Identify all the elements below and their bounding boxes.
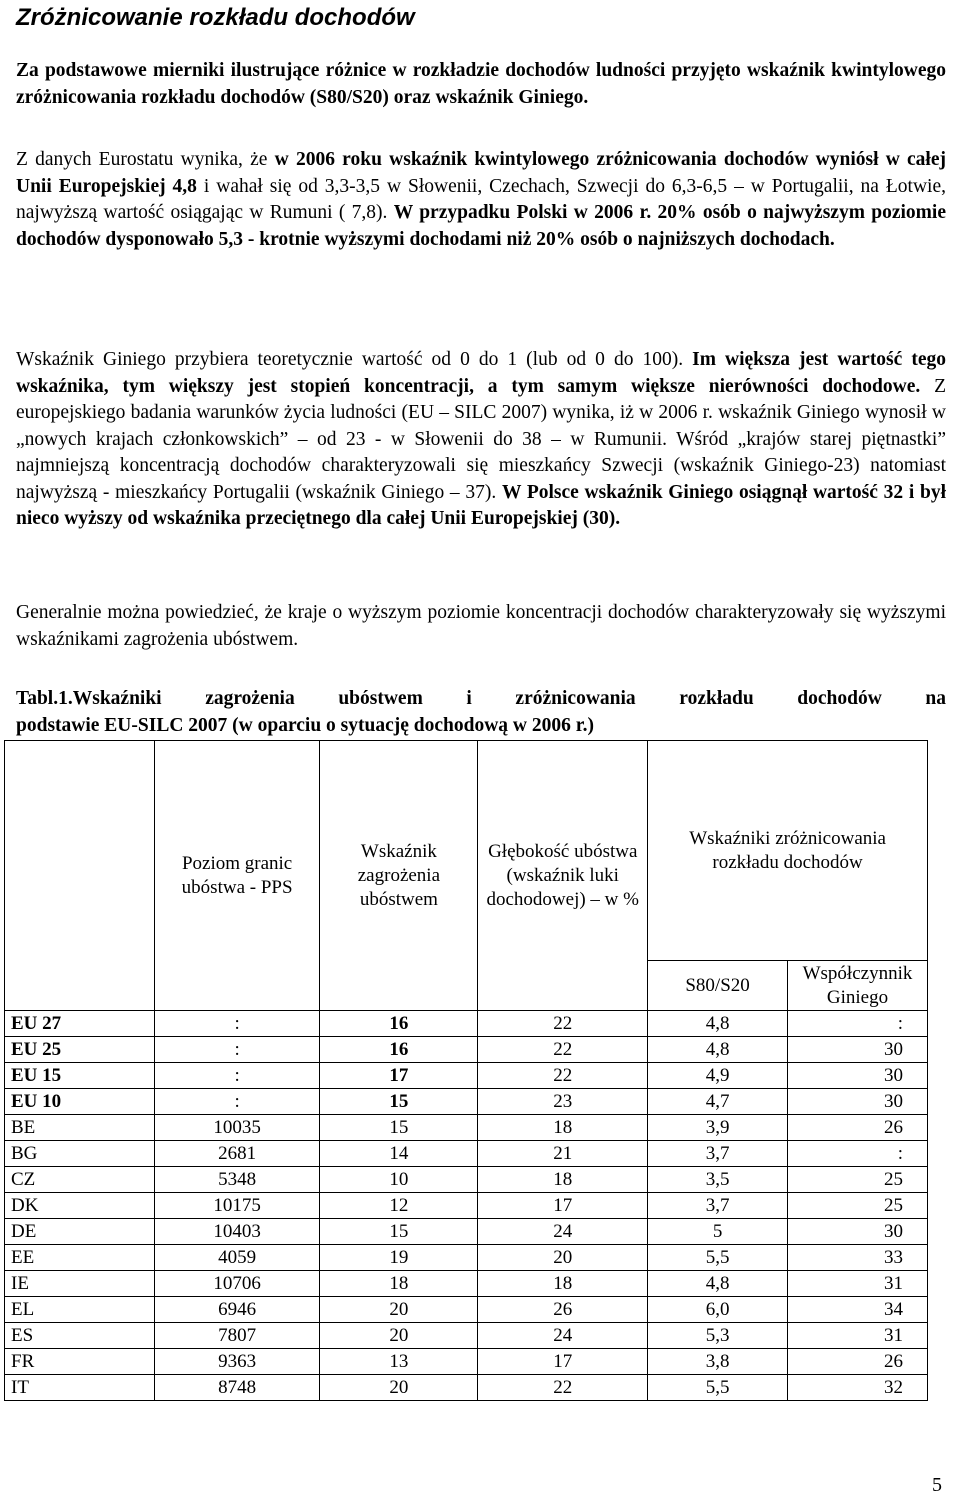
cell-country: EU 15 <box>5 1063 155 1089</box>
table-row <box>5 1011 928 1037</box>
header-gini: Współczynnik Giniego <box>787 961 927 1011</box>
header-pps: Poziom granic ubóstwa - PPS <box>154 741 320 1011</box>
header-risk: Wskaźnik zagrożenia ubóstwem <box>320 741 478 1011</box>
cell-country: ES <box>5 1323 155 1349</box>
cell-risk: 14 <box>320 1141 478 1167</box>
cell-depth: 24 <box>478 1219 648 1245</box>
cell-depth: 22 <box>478 1375 648 1401</box>
cell-gini: 30 <box>787 1219 927 1245</box>
cell-gini: 30 <box>787 1063 927 1089</box>
table-row <box>5 1271 928 1297</box>
table-row <box>5 1089 928 1115</box>
cell-gini: 31 <box>787 1271 927 1297</box>
cell-s80: 3,9 <box>648 1115 788 1141</box>
cell-pps: : <box>154 1063 320 1089</box>
table-row <box>5 1245 928 1271</box>
table-caption-line-2: podstawie EU-SILC 2007 (w oparciu o sytuację dochodową w 2006 r.) <box>16 714 594 736</box>
table-row <box>5 1193 928 1219</box>
table-row <box>5 1115 928 1141</box>
cell-depth: 18 <box>478 1167 648 1193</box>
conclusion-paragraph: Generalnie można powiedzieć, że kraje o wyższym poziomie koncentracji dochodów charakteryzowały się wyższymi wskaźnikami zagrożenia ubóstwem. <box>16 602 946 650</box>
cell-gini: 30 <box>787 1037 927 1063</box>
cell-depth: 18 <box>478 1115 648 1141</box>
cell-s80: 4,8 <box>648 1037 788 1063</box>
header-depth: Głębokość ubóstwa (wskaźnik luki dochodowej) – w % <box>478 741 648 1011</box>
page-title: Zróżnicowanie rozkładu dochodów <box>16 4 415 31</box>
table-row <box>5 1349 928 1375</box>
cell-s80: 5 <box>648 1219 788 1245</box>
cell-depth: 23 <box>478 1089 648 1115</box>
cell-gini: 30 <box>787 1089 927 1115</box>
cell-pps: 10175 <box>154 1193 320 1219</box>
cell-s80: 4,8 <box>648 1271 788 1297</box>
eurostat-text-1: Z danych Eurostatu wynika, że <box>16 149 275 170</box>
table-row <box>5 1037 928 1063</box>
cell-depth: 17 <box>478 1349 648 1375</box>
cell-country: IT <box>5 1375 155 1401</box>
cell-risk: 15 <box>320 1115 478 1141</box>
table-row <box>5 1297 928 1323</box>
cell-risk: 10 <box>320 1167 478 1193</box>
intro-paragraph: Za podstawowe mierniki ilustrujące różnice w rozkładzie dochodów ludności przyjęto wskaźnik kwintylowego zróżnicowania rozkładu dochodów (S80/S20) oraz wskaźnik Giniego. <box>16 60 946 108</box>
cell-gini: : <box>787 1141 927 1167</box>
cell-country: EL <box>5 1297 155 1323</box>
cell-s80: 3,5 <box>648 1167 788 1193</box>
cell-risk: 20 <box>320 1297 478 1323</box>
table-row <box>5 1219 928 1245</box>
cell-risk: 13 <box>320 1349 478 1375</box>
cell-country: EU 10 <box>5 1089 155 1115</box>
cell-s80: 4,8 <box>648 1011 788 1037</box>
cell-risk: 16 <box>320 1011 478 1037</box>
cell-country: BE <box>5 1115 155 1141</box>
cell-pps: 10035 <box>154 1115 320 1141</box>
cell-risk: 15 <box>320 1089 478 1115</box>
gini-text-3: Z europejskiego badania warunków życia ludności (EU – SILC 2007) wynika, iż w 2006 r. wskaźnik Giniego wynosił w „nowych krajach członkowskich” – od 23 - w Słowenii do 38 – w Rumunii. Wśród „krajów starej piętnastki” najmniejszą koncentracją dochodów charakteryzowali się mieszkańcy Szwecji (wskaźnik Giniego-23) natomiast najwyższą - mieszkańcy Portugalii (wskaźnik Giniego – 37). <box>16 375 946 503</box>
cell-risk: 20 <box>320 1323 478 1349</box>
cell-country: EU 27 <box>5 1011 155 1037</box>
eurostat-text-4: W przypadku Polski w 2006 r. 20% osób o najwyższym poziomie dochodów dysponowało 5,3 - krotnie wyższymi dochodami niż 20% osób o najniższych dochodach. <box>16 202 946 250</box>
cell-depth: 18 <box>478 1271 648 1297</box>
cell-depth: 20 <box>478 1245 648 1271</box>
cell-depth: 24 <box>478 1323 648 1349</box>
cell-risk: 20 <box>320 1375 478 1401</box>
eurostat-text-3: i wahał się od 3,3-3,5 w Słowenii, Czechach, Szwecji do 6,3-6,5 – w Portugalii, na Łotwie, najwyższą wartość osiągając w Rumuni ( 7,8). <box>16 175 946 223</box>
cell-gini: 26 <box>787 1115 927 1141</box>
cell-country: EU 25 <box>5 1037 155 1063</box>
cell-country: FR <box>5 1349 155 1375</box>
cell-pps: : <box>154 1011 320 1037</box>
cell-s80: 5,3 <box>648 1323 788 1349</box>
cell-gini: 25 <box>787 1193 927 1219</box>
cell-risk: 16 <box>320 1037 478 1063</box>
cell-country: DE <box>5 1219 155 1245</box>
poverty-table <box>4 740 928 1401</box>
cell-risk: 18 <box>320 1271 478 1297</box>
cell-pps: : <box>154 1089 320 1115</box>
cell-depth: 22 <box>478 1037 648 1063</box>
table-row <box>5 1141 928 1167</box>
table-row <box>5 1167 928 1193</box>
header-country <box>5 741 155 1011</box>
cell-country: DK <box>5 1193 155 1219</box>
cell-country: IE <box>5 1271 155 1297</box>
cell-gini: 33 <box>787 1245 927 1271</box>
cell-depth: 22 <box>478 1011 648 1037</box>
table-caption-line-1: Tabl.1.Wskaźniki zagrożenia ubóstwem i zróżnicowania rozkładu dochodów na <box>16 688 946 709</box>
cell-pps: 4059 <box>154 1245 320 1271</box>
cell-pps: 10403 <box>154 1219 320 1245</box>
cell-gini: 34 <box>787 1297 927 1323</box>
cell-gini: 31 <box>787 1323 927 1349</box>
table-row <box>5 1375 928 1401</box>
cell-s80: 5,5 <box>648 1375 788 1401</box>
cell-s80: 4,9 <box>648 1063 788 1089</box>
cell-country: BG <box>5 1141 155 1167</box>
cell-country: CZ <box>5 1167 155 1193</box>
cell-pps: 8748 <box>154 1375 320 1401</box>
cell-pps: 10706 <box>154 1271 320 1297</box>
table-row <box>5 1323 928 1349</box>
cell-risk: 17 <box>320 1063 478 1089</box>
cell-pps: 5348 <box>154 1167 320 1193</box>
gini-text-4: W Polsce wskaźnik Giniego osiągnął wartość 32 i był nieco wyższy od wskaźnika przeciętnego dla całej Unii Europejskiej (30). <box>16 481 946 529</box>
gini-paragraph <box>16 347 946 533</box>
cell-country: EE <box>5 1245 155 1271</box>
cell-pps: 6946 <box>154 1297 320 1323</box>
cell-pps: 9363 <box>154 1349 320 1375</box>
cell-s80: 5,5 <box>648 1245 788 1271</box>
cell-pps: 7807 <box>154 1323 320 1349</box>
cell-s80: 3,7 <box>648 1141 788 1167</box>
eurostat-paragraph <box>16 147 946 253</box>
cell-pps: 2681 <box>154 1141 320 1167</box>
cell-risk: 12 <box>320 1193 478 1219</box>
gini-text-2: Im większa jest wartość tego wskaźnika, tym większy jest stopień koncentracji, a tym samym większe nierówności dochodowe. <box>16 349 946 397</box>
cell-depth: 17 <box>478 1193 648 1219</box>
cell-pps: : <box>154 1037 320 1063</box>
cell-s80: 3,8 <box>648 1349 788 1375</box>
cell-depth: 26 <box>478 1297 648 1323</box>
eurostat-text-2: w 2006 roku wskaźnik kwintylowego zróżnicowania dochodów wyniósł w całej Unii Europejskiej 4,8 <box>16 149 946 197</box>
table-body <box>5 1011 928 1401</box>
cell-depth: 22 <box>478 1063 648 1089</box>
gini-text-1: Wskaźnik Giniego przybiera teoretycznie wartość od 0 do 1 (lub od 0 do 100). <box>16 349 693 370</box>
header-s80: S80/S20 <box>648 961 788 1011</box>
cell-depth: 21 <box>478 1141 648 1167</box>
cell-risk: 15 <box>320 1219 478 1245</box>
header-inequality: Wskaźniki zróżnicowania rozkładu dochodów <box>648 741 928 961</box>
cell-s80: 4,7 <box>648 1089 788 1115</box>
cell-risk: 19 <box>320 1245 478 1271</box>
cell-gini: 32 <box>787 1375 927 1401</box>
cell-s80: 6,0 <box>648 1297 788 1323</box>
cell-gini: : <box>787 1011 927 1037</box>
cell-s80: 3,7 <box>648 1193 788 1219</box>
table-caption <box>16 686 946 739</box>
cell-gini: 25 <box>787 1167 927 1193</box>
page-number: 5 <box>932 1474 942 1496</box>
cell-gini: 26 <box>787 1349 927 1375</box>
table-row <box>5 1063 928 1089</box>
